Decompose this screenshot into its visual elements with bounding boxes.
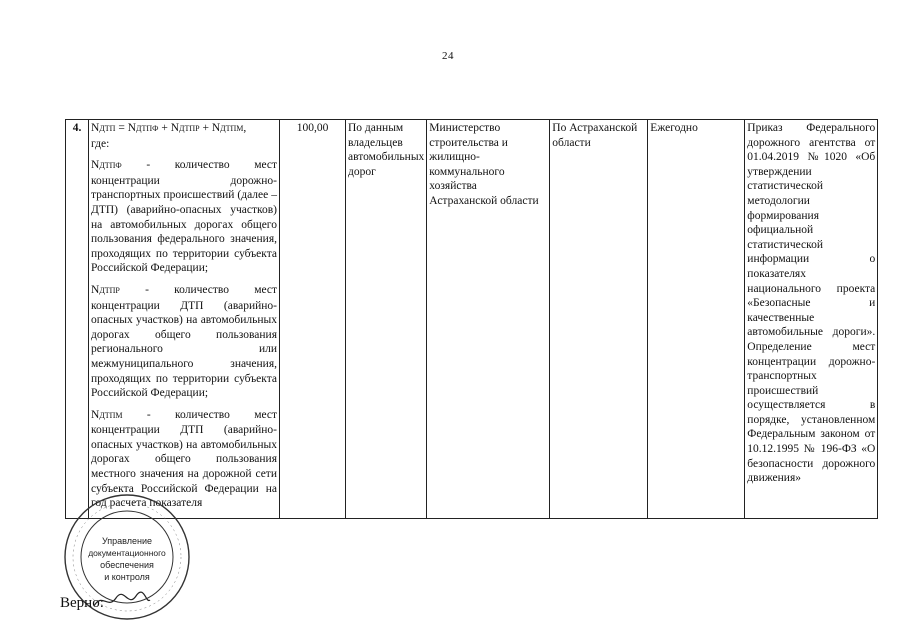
- definition-regional: NДТПР - количество мест концентрации ДТП (аварийно-опасных участков) на автомобильных дорогах общего пользования регионального или межмуниципального значения, проходящих по территории субъекта Российской Федерации;: [91, 283, 277, 400]
- responsible-cell: Министерство строительства и жилищно-коммунального хозяйства Астраханской области: [427, 120, 550, 519]
- stamp-line-3: обеспечения: [100, 560, 154, 570]
- formula-where: где:: [91, 137, 110, 150]
- signature-mark: [92, 588, 152, 612]
- formula-cell: [89, 120, 280, 519]
- formula: NДТП = NДТПФ + NДТПР + NДТПМ, где:: [91, 122, 247, 150]
- verno-label: Верно:: [60, 595, 104, 611]
- stamp-line-1: Управление: [101, 536, 153, 546]
- frequency-cell: Ежегодно: [648, 120, 745, 519]
- basis-cell: Приказ Федерального дорожного агентства от 01.04.2019 №1020 «Об утверждении статистической методологии формирования официальной статистической информации о показателях национального проекта «Безопасные и качественные автомобильные дороги». Определение мест концентрации дорожно-транспортных происшествий осуществляется в порядке, установленном Федеральным законом от 10.12.1995 № 196-ФЗ «О безопасности дорожного движения»: [745, 120, 878, 519]
- value-cell: 100,00: [280, 120, 346, 519]
- row-number: 4.: [66, 120, 89, 519]
- stamp-line-4: и контроля: [104, 572, 150, 582]
- definition-local: NДТПМ - количество мест концентрации ДТП (аварийно-опасных участков) на автомобильных дорогах общего пользования местного значения на дорожной сети субъекта Российской Федерации на год расчета показателя: [91, 408, 277, 510]
- page-number: 24: [442, 50, 454, 62]
- definition-federal: NДТПФ - количество мест концентрации дорожно-транспортных происшествий (далее – ДТП) (аварийно-опасных участков) на автомобильных дорогах общего пользования федерального значения, проходящих по территории субъекта Российской Федерации;: [91, 159, 277, 275]
- stamp-line-2: документационного: [88, 548, 166, 558]
- table-row: [66, 120, 878, 519]
- source-cell: По данным владельцев автомобильных дорог: [346, 120, 427, 519]
- territory-cell: По Астраханской области: [550, 120, 648, 519]
- indicator-table: [65, 119, 878, 519]
